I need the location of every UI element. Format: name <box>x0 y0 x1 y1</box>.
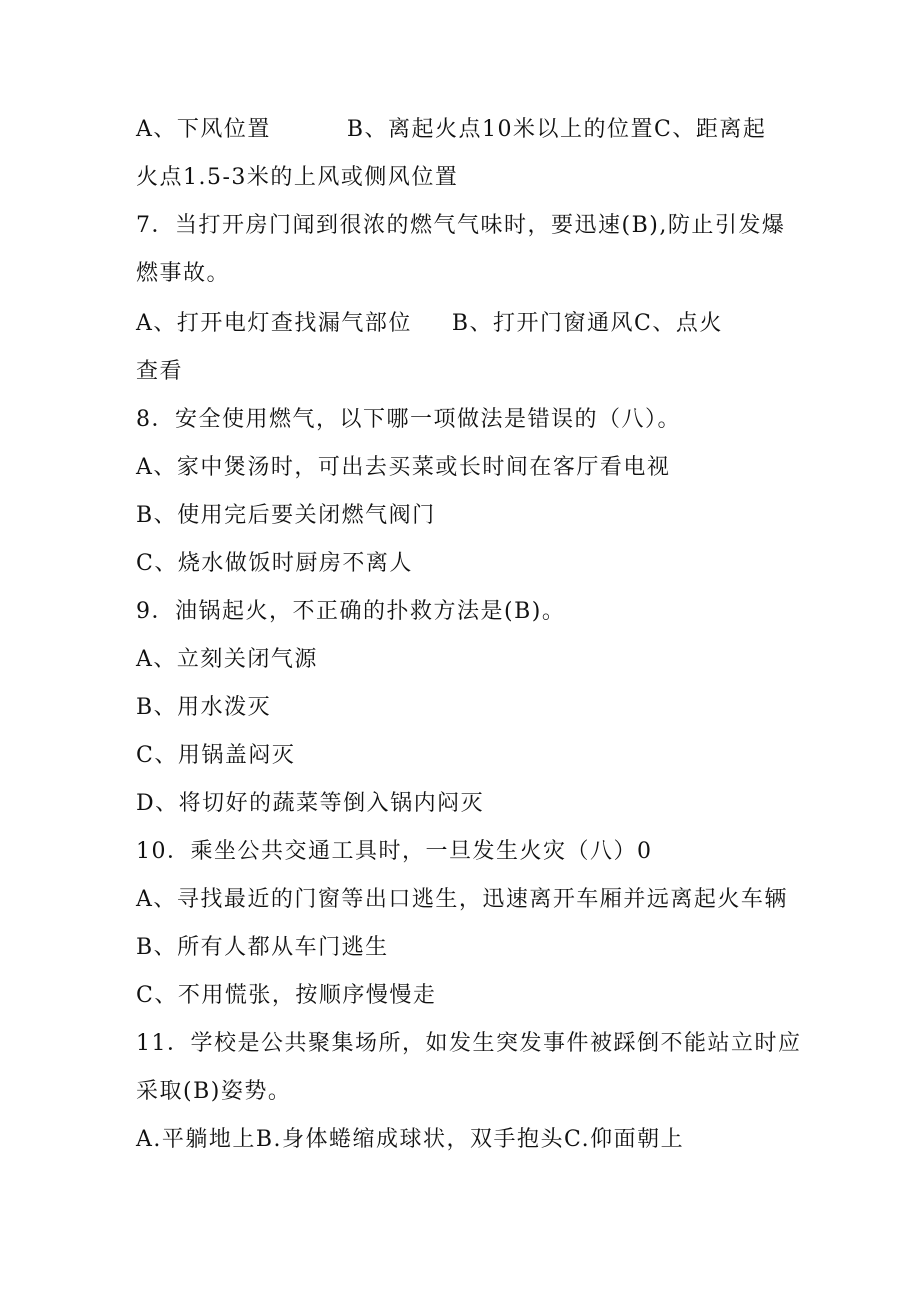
question-7-continued: 燃事故。 <box>136 261 231 286</box>
option-b: B、用水泼灭 <box>136 695 272 720</box>
option-c: C、烧水做饭时厨房不离人 <box>136 551 413 576</box>
option-a: A、下风位置 <box>136 117 271 142</box>
option-line-continued: 火点1.5-3米的上风或侧风位置 <box>136 165 459 190</box>
option-b: B、使用完后要关闭燃气阀门 <box>136 503 436 528</box>
option-line <box>136 116 766 144</box>
option-line-continued: 查看 <box>136 359 184 384</box>
option-a: A、打开电灯查找漏气部位 <box>136 311 412 336</box>
option-a: A、立刻关闭气源 <box>136 647 318 672</box>
option-d: D、将切好的蔬菜等倒入锅内闷灭 <box>136 791 485 816</box>
option-line <box>136 310 723 338</box>
option-c: C、不用慌张，按顺序慢慢走 <box>136 983 437 1008</box>
question-11: 11．学校是公共聚集场所，如发生突发事件被踩倒不能站立时应 <box>136 1031 802 1056</box>
question-7: 7．当打开房门闻到很浓的燃气气味时，要迅速(B),防止引发爆 <box>136 213 786 238</box>
option-a: A、寻找最近的门窗等出口逃生，迅速离开车厢并远离起火车辆 <box>136 887 788 912</box>
question-9: 9．油锅起火，不正确的扑救方法是(B)。 <box>136 599 566 624</box>
option-a: A、家中煲汤时，可出去买菜或长时间在客厅看电视 <box>136 455 671 480</box>
option-b: B、所有人都从车门逃生 <box>136 935 389 960</box>
option-b-c: B、离起火点10米以上的位置C、距离起 <box>346 117 767 142</box>
option-c: C、用锅盖闷灭 <box>136 743 296 768</box>
option-b-c: B、打开门窗通风C、点火 <box>451 311 723 336</box>
options-line: A.平躺地上B.身体蜷缩成球状，双手抱头C.仰面朝上 <box>136 1127 685 1152</box>
question-10: 10．乘坐公共交通工具时，一旦发生火灾（八）0 <box>136 839 653 864</box>
question-11-continued: 采取(B)姿势。 <box>136 1079 292 1104</box>
question-8: 8．安全使用燃气，以下哪一项做法是错误的（八）。 <box>136 407 681 432</box>
